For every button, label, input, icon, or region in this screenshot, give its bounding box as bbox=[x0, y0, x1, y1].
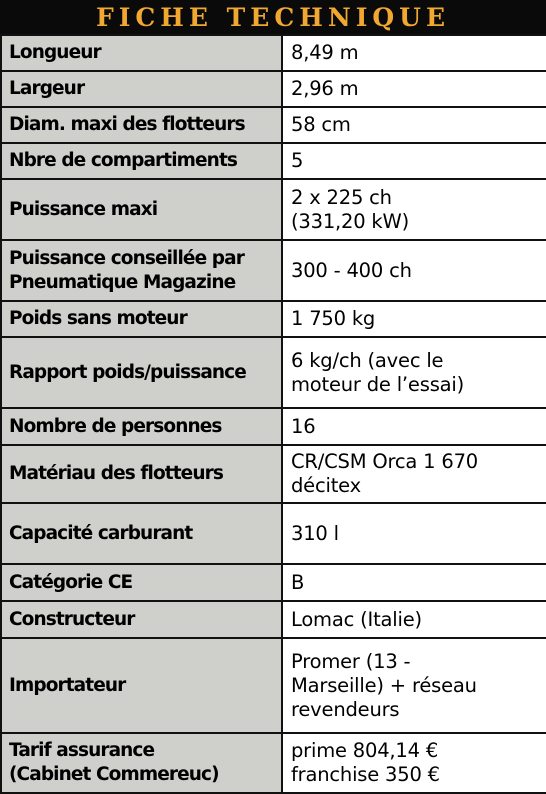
spec-value: B bbox=[282, 564, 546, 601]
spec-value: 1 750 kg bbox=[282, 301, 546, 337]
spec-value: Lomac (Italie) bbox=[282, 601, 546, 638]
spec-value: prime 804,14 € franchise 350 € bbox=[282, 733, 546, 793]
table-row bbox=[1, 408, 546, 445]
spec-label: Rapport poids/puissance bbox=[1, 337, 282, 408]
spec-value: 58 cm bbox=[282, 107, 546, 143]
spec-label: Puissance maxi bbox=[1, 179, 282, 240]
title-bar bbox=[0, 0, 546, 34]
spec-value: 6 kg/ch (avec le moteur de l’essai) bbox=[282, 337, 546, 408]
spec-table bbox=[0, 34, 546, 794]
spec-value: 16 bbox=[282, 408, 546, 445]
spec-value: 2,96 m bbox=[282, 71, 546, 107]
spec-label: Capacité carburant bbox=[1, 503, 282, 564]
table-row bbox=[1, 733, 546, 793]
table-row bbox=[1, 71, 546, 107]
spec-label: Largeur bbox=[1, 71, 282, 107]
table-row bbox=[1, 179, 546, 240]
table-row bbox=[1, 337, 546, 408]
spec-label: Nombre de personnes bbox=[1, 408, 282, 445]
spec-value: 300 - 400 ch bbox=[282, 240, 546, 301]
spec-label: Tarif assurance (Cabinet Commereuc) bbox=[1, 733, 282, 793]
spec-label: Longueur bbox=[1, 35, 282, 71]
spec-label: Diam. maxi des flotteurs bbox=[1, 107, 282, 143]
spec-label: Nbre de compartiments bbox=[1, 143, 282, 179]
spec-value: Promer (13 - Marseille) + réseau revendeurs bbox=[282, 638, 546, 733]
spec-label: Catégorie CE bbox=[1, 564, 282, 601]
table-row bbox=[1, 601, 546, 638]
sheet-title: FICHE TECHNIQUE bbox=[95, 2, 451, 32]
spec-label: Importateur bbox=[1, 638, 282, 733]
spec-label: Constructeur bbox=[1, 601, 282, 638]
table-row bbox=[1, 564, 546, 601]
table-row bbox=[1, 445, 546, 503]
spec-value: CR/CSM Orca 1 670 décitex bbox=[282, 445, 546, 503]
spec-value: 310 l bbox=[282, 503, 546, 564]
table-row bbox=[1, 503, 546, 564]
table-row bbox=[1, 143, 546, 179]
spec-label: Matériau des flotteurs bbox=[1, 445, 282, 503]
table-row bbox=[1, 35, 546, 71]
spec-value: 2 x 225 ch (331,20 kW) bbox=[282, 179, 546, 240]
spec-value: 8,49 m bbox=[282, 35, 546, 71]
table-row bbox=[1, 638, 546, 733]
table-row bbox=[1, 301, 546, 337]
spec-value: 5 bbox=[282, 143, 546, 179]
spec-label: Poids sans moteur bbox=[1, 301, 282, 337]
table-row bbox=[1, 240, 546, 301]
spec-label: Puissance conseillée par Pneumatique Magazine bbox=[1, 240, 282, 301]
table-row bbox=[1, 107, 546, 143]
